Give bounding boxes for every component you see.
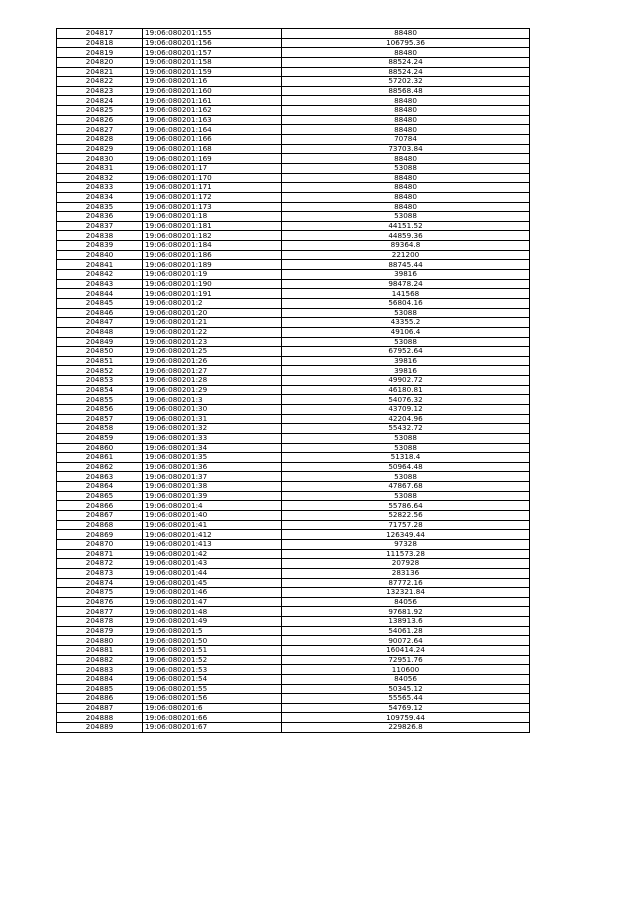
cadastral-number-cell: 19:06:080201:173 — [143, 202, 282, 212]
table-row — [57, 57, 530, 67]
row-number-cell: 204837 — [57, 221, 143, 231]
table-row — [57, 646, 530, 656]
cadastral-number-cell: 19:06:080201:186 — [143, 250, 282, 260]
cadastral-value-cell: 70784 — [282, 135, 530, 145]
cadastral-number-cell: 19:06:080201:26 — [143, 356, 282, 366]
table-row — [57, 385, 530, 395]
cadastral-number-cell: 19:06:080201:412 — [143, 530, 282, 540]
cadastral-number-cell: 19:06:080201:181 — [143, 221, 282, 231]
cadastral-value-cell: 88745.44 — [282, 260, 530, 270]
cadastral-number-cell: 19:06:080201:168 — [143, 144, 282, 154]
cadastral-value-cell: 53088 — [282, 212, 530, 222]
row-number-cell: 204854 — [57, 385, 143, 395]
table-row — [57, 453, 530, 463]
row-number-cell: 204829 — [57, 144, 143, 154]
cadastral-value-cell: 89364.8 — [282, 241, 530, 251]
table-row — [57, 539, 530, 549]
cadastral-value-cell: 51318.4 — [282, 453, 530, 463]
cadastral-number-cell: 19:06:080201:2 — [143, 298, 282, 308]
table-row — [57, 482, 530, 492]
cadastral-value-cell: 54076.32 — [282, 395, 530, 405]
cadastral-number-cell: 19:06:080201:55 — [143, 684, 282, 694]
table-row — [57, 183, 530, 193]
row-number-cell: 204868 — [57, 520, 143, 530]
cadastral-value-cell: 44151.52 — [282, 221, 530, 231]
cadastral-number-cell: 19:06:080201:20 — [143, 308, 282, 318]
table-row — [57, 270, 530, 280]
cadastral-value-cell: 53088 — [282, 433, 530, 443]
cadastral-number-cell: 19:06:080201:47 — [143, 597, 282, 607]
cadastral-number-cell: 19:06:080201:40 — [143, 511, 282, 521]
table-row — [57, 395, 530, 405]
row-number-cell: 204820 — [57, 57, 143, 67]
cadastral-value-cell: 97681.92 — [282, 607, 530, 617]
table-row — [57, 173, 530, 183]
cadastral-value-cell: 72951.76 — [282, 655, 530, 665]
cadastral-value-cell: 49902.72 — [282, 376, 530, 386]
row-number-cell: 204860 — [57, 443, 143, 453]
table-row — [57, 626, 530, 636]
row-number-cell: 204884 — [57, 674, 143, 684]
table-row — [57, 144, 530, 154]
cadastral-number-cell: 19:06:080201:48 — [143, 607, 282, 617]
cadastral-number-cell: 19:06:080201:35 — [143, 453, 282, 463]
cadastral-number-cell: 19:06:080201:33 — [143, 433, 282, 443]
table-row — [57, 723, 530, 733]
cadastral-value-cell: 53088 — [282, 308, 530, 318]
cadastral-number-cell: 19:06:080201:32 — [143, 424, 282, 434]
cadastral-number-cell: 19:06:080201:3 — [143, 395, 282, 405]
row-number-cell: 204863 — [57, 472, 143, 482]
cadastral-number-cell: 19:06:080201:36 — [143, 462, 282, 472]
cadastral-number-cell: 19:06:080201:30 — [143, 404, 282, 414]
cadastral-number-cell: 19:06:080201:4 — [143, 501, 282, 511]
cadastral-number-cell: 19:06:080201:51 — [143, 646, 282, 656]
row-number-cell: 204882 — [57, 655, 143, 665]
cadastral-number-cell: 19:06:080201:171 — [143, 183, 282, 193]
cadastral-value-cell: 88480 — [282, 48, 530, 58]
table-row — [57, 636, 530, 646]
cadastral-value-cell: 90072.64 — [282, 636, 530, 646]
cadastral-number-cell: 19:06:080201:160 — [143, 86, 282, 96]
cadastral-value-cell: 55565.44 — [282, 694, 530, 704]
row-number-cell: 204824 — [57, 96, 143, 106]
table-row — [57, 38, 530, 48]
row-number-cell: 204849 — [57, 337, 143, 347]
row-number-cell: 204871 — [57, 549, 143, 559]
table-row — [57, 337, 530, 347]
table-row — [57, 67, 530, 77]
row-number-cell: 204851 — [57, 356, 143, 366]
cadastral-number-cell: 19:06:080201:34 — [143, 443, 282, 453]
cadastral-value-cell: 57202.32 — [282, 77, 530, 87]
cadastral-number-cell: 19:06:080201:67 — [143, 723, 282, 733]
row-number-cell: 204861 — [57, 453, 143, 463]
cadastral-value-cell: 73703.84 — [282, 144, 530, 154]
cadastral-number-cell: 19:06:080201:29 — [143, 385, 282, 395]
table-row — [57, 154, 530, 164]
cadastral-number-cell: 19:06:080201:53 — [143, 665, 282, 675]
cadastral-value-cell: 221200 — [282, 250, 530, 260]
table-row — [57, 607, 530, 617]
cadastral-value-cell: 39816 — [282, 356, 530, 366]
table-row — [57, 549, 530, 559]
row-number-cell: 204831 — [57, 163, 143, 173]
cadastral-number-cell: 19:06:080201:163 — [143, 115, 282, 125]
cadastral-number-cell: 19:06:080201:28 — [143, 376, 282, 386]
cadastral-number-cell: 19:06:080201:158 — [143, 57, 282, 67]
table-row — [57, 713, 530, 723]
cadastral-value-cell: 53088 — [282, 472, 530, 482]
row-number-cell: 204878 — [57, 617, 143, 627]
row-number-cell: 204886 — [57, 694, 143, 704]
row-number-cell: 204834 — [57, 192, 143, 202]
cadastral-number-cell: 19:06:080201:38 — [143, 482, 282, 492]
cadastral-value-cell: 88480 — [282, 29, 530, 39]
cadastral-value-cell: 283136 — [282, 568, 530, 578]
table-row — [57, 106, 530, 116]
cadastral-value-cell: 88524.24 — [282, 57, 530, 67]
cadastral-value-cell: 67952.64 — [282, 347, 530, 357]
row-number-cell: 204833 — [57, 183, 143, 193]
table-row — [57, 443, 530, 453]
table-row — [57, 588, 530, 598]
cadastral-number-cell: 19:06:080201:166 — [143, 135, 282, 145]
cadastral-value-cell: 54061.28 — [282, 626, 530, 636]
cadastral-value-cell: 132321.84 — [282, 588, 530, 598]
cadastral-value-cell: 141568 — [282, 289, 530, 299]
row-number-cell: 204818 — [57, 38, 143, 48]
row-number-cell: 204848 — [57, 327, 143, 337]
table-row — [57, 559, 530, 569]
table-row — [57, 298, 530, 308]
row-number-cell: 204819 — [57, 48, 143, 58]
table-row — [57, 424, 530, 434]
cadastral-value-cell: 47867.68 — [282, 482, 530, 492]
cadastral-value-cell: 53088 — [282, 163, 530, 173]
cadastral-value-cell: 88480 — [282, 183, 530, 193]
cadastral-number-cell: 19:06:080201:56 — [143, 694, 282, 704]
cadastral-value-cell: 53088 — [282, 443, 530, 453]
cadastral-value-cell: 110600 — [282, 665, 530, 675]
row-number-cell: 204870 — [57, 539, 143, 549]
row-number-cell: 204852 — [57, 366, 143, 376]
cadastral-number-cell: 19:06:080201:413 — [143, 539, 282, 549]
cadastral-number-cell: 19:06:080201:184 — [143, 241, 282, 251]
row-number-cell: 204827 — [57, 125, 143, 135]
cadastral-value-cell: 88524.24 — [282, 67, 530, 77]
row-number-cell: 204879 — [57, 626, 143, 636]
table-body — [57, 29, 530, 733]
cadastral-value-table — [56, 28, 530, 733]
cadastral-value-cell: 71757.28 — [282, 520, 530, 530]
cadastral-number-cell: 19:06:080201:182 — [143, 231, 282, 241]
table-row — [57, 86, 530, 96]
cadastral-value-cell: 88480 — [282, 96, 530, 106]
row-number-cell: 204857 — [57, 414, 143, 424]
row-number-cell: 204839 — [57, 241, 143, 251]
cadastral-value-cell: 229826.8 — [282, 723, 530, 733]
row-number-cell: 204865 — [57, 491, 143, 501]
row-number-cell: 204880 — [57, 636, 143, 646]
table-row — [57, 77, 530, 87]
row-number-cell: 204845 — [57, 298, 143, 308]
cadastral-number-cell: 19:06:080201:17 — [143, 163, 282, 173]
cadastral-value-cell: 43709.12 — [282, 404, 530, 414]
row-number-cell: 204872 — [57, 559, 143, 569]
cadastral-number-cell: 19:06:080201:190 — [143, 279, 282, 289]
table-row — [57, 241, 530, 251]
row-number-cell: 204830 — [57, 154, 143, 164]
row-number-cell: 204856 — [57, 404, 143, 414]
row-number-cell: 204838 — [57, 231, 143, 241]
cadastral-number-cell: 19:06:080201:45 — [143, 578, 282, 588]
row-number-cell: 204887 — [57, 703, 143, 713]
table-row — [57, 260, 530, 270]
cadastral-value-cell: 56804.16 — [282, 298, 530, 308]
row-number-cell: 204869 — [57, 530, 143, 540]
row-number-cell: 204821 — [57, 67, 143, 77]
cadastral-number-cell: 19:06:080201:155 — [143, 29, 282, 39]
cadastral-number-cell: 19:06:080201:156 — [143, 38, 282, 48]
table-row — [57, 163, 530, 173]
row-number-cell: 204874 — [57, 578, 143, 588]
table-row — [57, 202, 530, 212]
cadastral-number-cell: 19:06:080201:25 — [143, 347, 282, 357]
cadastral-number-cell: 19:06:080201:27 — [143, 366, 282, 376]
cadastral-number-cell: 19:06:080201:42 — [143, 549, 282, 559]
row-number-cell: 204825 — [57, 106, 143, 116]
cadastral-value-cell: 39816 — [282, 270, 530, 280]
cadastral-number-cell: 19:06:080201:44 — [143, 568, 282, 578]
cadastral-number-cell: 19:06:080201:157 — [143, 48, 282, 58]
table-row — [57, 617, 530, 627]
cadastral-value-cell: 207928 — [282, 559, 530, 569]
table-row — [57, 665, 530, 675]
table-row — [57, 530, 530, 540]
row-number-cell: 204822 — [57, 77, 143, 87]
table-row — [57, 568, 530, 578]
cadastral-value-cell: 44859.36 — [282, 231, 530, 241]
table-row — [57, 376, 530, 386]
cadastral-number-cell: 19:06:080201:169 — [143, 154, 282, 164]
cadastral-number-cell: 19:06:080201:191 — [143, 289, 282, 299]
cadastral-value-cell: 97328 — [282, 539, 530, 549]
row-number-cell: 204832 — [57, 173, 143, 183]
cadastral-value-cell: 126349.44 — [282, 530, 530, 540]
row-number-cell: 204823 — [57, 86, 143, 96]
table-row — [57, 48, 530, 58]
cadastral-value-cell: 53088 — [282, 337, 530, 347]
table-row — [57, 491, 530, 501]
cadastral-value-cell: 43355.2 — [282, 318, 530, 328]
cadastral-number-cell: 19:06:080201:37 — [143, 472, 282, 482]
cadastral-number-cell: 19:06:080201:66 — [143, 713, 282, 723]
table-row — [57, 115, 530, 125]
cadastral-value-cell: 46180.81 — [282, 385, 530, 395]
cadastral-number-cell: 19:06:080201:22 — [143, 327, 282, 337]
row-number-cell: 204888 — [57, 713, 143, 723]
row-number-cell: 204844 — [57, 289, 143, 299]
table-row — [57, 221, 530, 231]
cadastral-number-cell: 19:06:080201:189 — [143, 260, 282, 270]
table-row — [57, 511, 530, 521]
table-row — [57, 366, 530, 376]
cadastral-number-cell: 19:06:080201:164 — [143, 125, 282, 135]
table-row — [57, 318, 530, 328]
table-row — [57, 404, 530, 414]
cadastral-value-cell: 42204.96 — [282, 414, 530, 424]
row-number-cell: 204826 — [57, 115, 143, 125]
cadastral-value-cell: 52822.56 — [282, 511, 530, 521]
cadastral-value-cell: 160414.24 — [282, 646, 530, 656]
row-number-cell: 204889 — [57, 723, 143, 733]
cadastral-value-cell: 50345.12 — [282, 684, 530, 694]
table-row — [57, 433, 530, 443]
cadastral-value-cell: 106795.36 — [282, 38, 530, 48]
cadastral-number-cell: 19:06:080201:18 — [143, 212, 282, 222]
table-row — [57, 327, 530, 337]
table-row — [57, 250, 530, 260]
table-row — [57, 694, 530, 704]
row-number-cell: 204817 — [57, 29, 143, 39]
table-row — [57, 501, 530, 511]
cadastral-value-cell: 88480 — [282, 173, 530, 183]
row-number-cell: 204867 — [57, 511, 143, 521]
cadastral-number-cell: 19:06:080201:43 — [143, 559, 282, 569]
cadastral-value-cell: 55432.72 — [282, 424, 530, 434]
table-row — [57, 29, 530, 39]
row-number-cell: 204876 — [57, 597, 143, 607]
row-number-cell: 204847 — [57, 318, 143, 328]
cadastral-number-cell: 19:06:080201:50 — [143, 636, 282, 646]
table-row — [57, 192, 530, 202]
cadastral-number-cell: 19:06:080201:172 — [143, 192, 282, 202]
row-number-cell: 204881 — [57, 646, 143, 656]
row-number-cell: 204840 — [57, 250, 143, 260]
table-row — [57, 684, 530, 694]
cadastral-value-cell: 88568.48 — [282, 86, 530, 96]
row-number-cell: 204836 — [57, 212, 143, 222]
table-row — [57, 212, 530, 222]
cadastral-value-cell: 50964.48 — [282, 462, 530, 472]
table-row — [57, 347, 530, 357]
cadastral-number-cell: 19:06:080201:161 — [143, 96, 282, 106]
cadastral-number-cell: 19:06:080201:5 — [143, 626, 282, 636]
cadastral-value-cell: 87772.16 — [282, 578, 530, 588]
table-row — [57, 289, 530, 299]
row-number-cell: 204843 — [57, 279, 143, 289]
cadastral-number-cell: 19:06:080201:31 — [143, 414, 282, 424]
cadastral-number-cell: 19:06:080201:52 — [143, 655, 282, 665]
table-row — [57, 414, 530, 424]
row-number-cell: 204853 — [57, 376, 143, 386]
table-row — [57, 125, 530, 135]
cadastral-value-cell: 84056 — [282, 674, 530, 684]
table-row — [57, 231, 530, 241]
table-row — [57, 308, 530, 318]
cadastral-number-cell: 19:06:080201:6 — [143, 703, 282, 713]
cadastral-value-cell: 98478.24 — [282, 279, 530, 289]
row-number-cell: 204835 — [57, 202, 143, 212]
cadastral-number-cell: 19:06:080201:159 — [143, 67, 282, 77]
cadastral-value-cell: 88480 — [282, 192, 530, 202]
cadastral-number-cell: 19:06:080201:162 — [143, 106, 282, 116]
cadastral-value-cell: 88480 — [282, 154, 530, 164]
cadastral-number-cell: 19:06:080201:46 — [143, 588, 282, 598]
cadastral-value-cell: 54769.12 — [282, 703, 530, 713]
row-number-cell: 204885 — [57, 684, 143, 694]
cadastral-number-cell: 19:06:080201:21 — [143, 318, 282, 328]
row-number-cell: 204842 — [57, 270, 143, 280]
cadastral-number-cell: 19:06:080201:54 — [143, 674, 282, 684]
row-number-cell: 204858 — [57, 424, 143, 434]
cadastral-value-cell: 55786.64 — [282, 501, 530, 511]
row-number-cell: 204866 — [57, 501, 143, 511]
table-row — [57, 674, 530, 684]
cadastral-value-cell: 109759.44 — [282, 713, 530, 723]
row-number-cell: 204877 — [57, 607, 143, 617]
row-number-cell: 204883 — [57, 665, 143, 675]
cadastral-value-cell: 84056 — [282, 597, 530, 607]
row-number-cell: 204875 — [57, 588, 143, 598]
row-number-cell: 204859 — [57, 433, 143, 443]
row-number-cell: 204841 — [57, 260, 143, 270]
cadastral-number-cell: 19:06:080201:39 — [143, 491, 282, 501]
cadastral-value-cell: 39816 — [282, 366, 530, 376]
row-number-cell: 204850 — [57, 347, 143, 357]
cadastral-number-cell: 19:06:080201:41 — [143, 520, 282, 530]
cadastral-number-cell: 19:06:080201:170 — [143, 173, 282, 183]
cadastral-value-cell: 138913.6 — [282, 617, 530, 627]
cadastral-value-cell: 53088 — [282, 491, 530, 501]
table-row — [57, 279, 530, 289]
table-row — [57, 462, 530, 472]
row-number-cell: 204873 — [57, 568, 143, 578]
table-row — [57, 703, 530, 713]
cadastral-value-cell: 88480 — [282, 125, 530, 135]
cadastral-number-cell: 19:06:080201:49 — [143, 617, 282, 627]
row-number-cell: 204855 — [57, 395, 143, 405]
table-row — [57, 597, 530, 607]
cadastral-value-cell: 49106.4 — [282, 327, 530, 337]
cadastral-value-cell: 88480 — [282, 106, 530, 116]
table-row — [57, 356, 530, 366]
row-number-cell: 204864 — [57, 482, 143, 492]
table-row — [57, 135, 530, 145]
row-number-cell: 204862 — [57, 462, 143, 472]
row-number-cell: 204846 — [57, 308, 143, 318]
cadastral-value-cell: 88480 — [282, 115, 530, 125]
row-number-cell: 204828 — [57, 135, 143, 145]
cadastral-value-cell: 88480 — [282, 202, 530, 212]
cadastral-value-cell: 111573.28 — [282, 549, 530, 559]
table-row — [57, 655, 530, 665]
table-row — [57, 96, 530, 106]
cadastral-number-cell: 19:06:080201:16 — [143, 77, 282, 87]
table-row — [57, 578, 530, 588]
table-row — [57, 472, 530, 482]
table-row — [57, 520, 530, 530]
cadastral-number-cell: 19:06:080201:23 — [143, 337, 282, 347]
cadastral-number-cell: 19:06:080201:19 — [143, 270, 282, 280]
